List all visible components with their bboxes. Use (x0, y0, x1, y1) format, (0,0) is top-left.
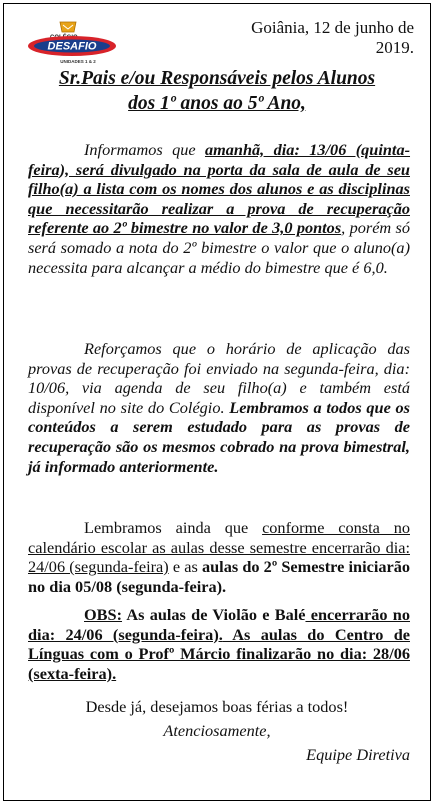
document-title (20, 66, 414, 116)
p4-text-underlined-2: As aulas do Centro de Línguas com o Profº Márcio finalizarão no dia: 28/06 (sexta-feira). (28, 624, 410, 683)
signature: Equipe Diretiva (306, 745, 410, 764)
title-line-2: dos 1º anos ao 5º Ano, (128, 93, 306, 114)
p3-text-underlined: conforme consta no calendário escolar as aulas desse semestre encerrarão dia: 24/06 (segunda-feira) (28, 518, 410, 577)
p3-text-bold: aulas do 2º Semestre iniciarão no dia 05/08 (segunda-feira). (28, 557, 411, 596)
paragraph-semester-dates (28, 518, 410, 596)
p3-text-a: Lembramos ainda que (84, 518, 263, 537)
document-date: Goiânia, 12 de junho de 2019. (251, 18, 414, 57)
p3-text-c: e as (168, 557, 202, 577)
crest-icon (60, 22, 76, 32)
p1-text-c: , porém só será somado a nota do 2º bimestre o valor que o aluno(a) necessita para alcançar a médio do bimestre que é 6,0. (28, 218, 410, 277)
obs-label: OBS: (84, 605, 123, 624)
logo-main-text: DESAFIO (47, 40, 97, 53)
p4-text-underlined-1: encerrarão no dia: 24/06 (segunda-feira). (28, 605, 410, 644)
school-logo (20, 20, 118, 66)
p1-text-highlight: amanhã, dia: 13/06 (quinta-feira), será divulgado na porta da sala de aula de seu filho(a) a lista com os nomes dos alunos e as disciplinas que necessitarão realizar a prova de recuperação referente ao 2º bimestre no valor de 3,0 pontos (28, 140, 411, 238)
p2-text-a: Reforçamos que o horário de aplicação das provas de recuperação foi enviado na segunda-feira, dia: 10/06, via agenda de seu filho(a) e também está disponível no site do Colégio. (28, 339, 410, 417)
p1-text-a: Informamos que (84, 140, 205, 159)
closing-wishes: Desde já, desejamos boas férias a todos! (85, 697, 349, 716)
p4-text-b: As aulas de Violão e Balé (122, 605, 306, 624)
title-line-1: Sr.Pais e/ou Responsáveis pelos Alunos (58, 68, 376, 89)
paragraph-schedule-reminder (28, 339, 410, 476)
paragraph-observation (28, 605, 410, 683)
closing-salutation: Atenciosamente, (163, 721, 271, 740)
logo-sub-text: UNIDADES 1 & 2 (60, 59, 96, 64)
paragraph-results-announcement (28, 140, 410, 277)
p2-text-highlight: Lembramos a todos que os conteúdos a serem estudado para as provas de recuperação são os mesmos cobrado na prova bimestral, já informado anteriormente. (28, 397, 410, 476)
